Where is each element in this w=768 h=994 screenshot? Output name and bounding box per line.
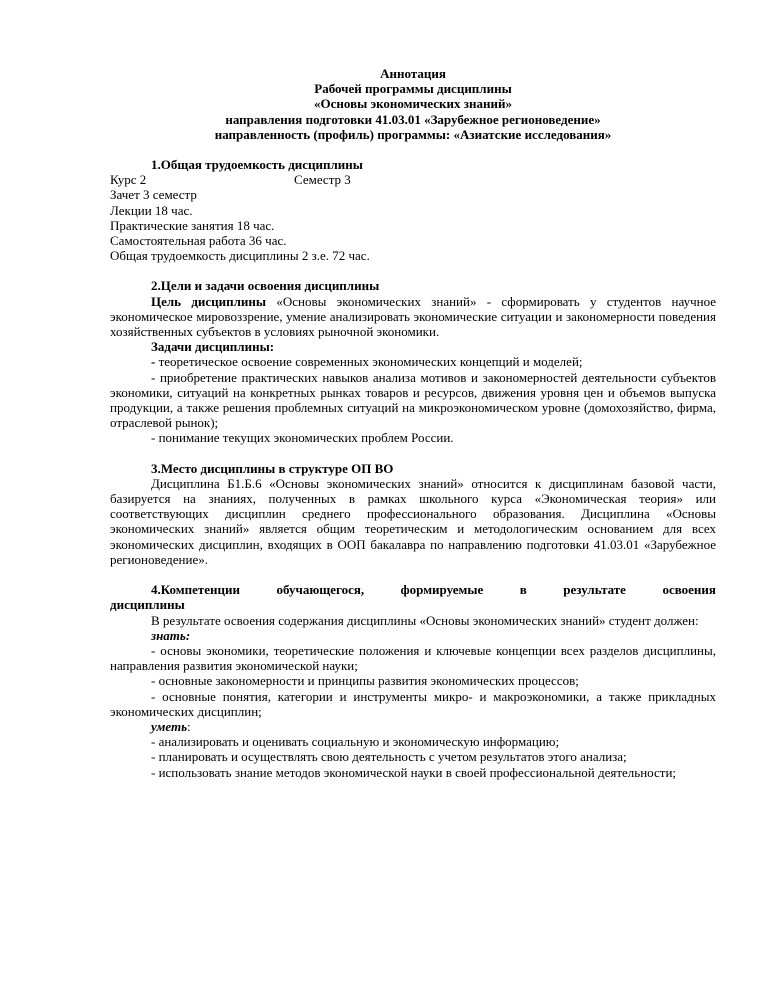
course-semester-row (110, 172, 716, 187)
can-item: - планировать и осуществлять свою деятельность с учетом результатов этого анализа; (151, 749, 627, 765)
goal-label: Цель дисциплины (151, 293, 267, 309)
can-item: - анализировать и оценивать социальную и экономическую информацию; (151, 734, 560, 750)
total-workload: Общая трудоемкость дисциплины 2 з.е. 72 час. (110, 248, 370, 264)
selfwork-value: Самостоятельная работа 36 час. (110, 233, 287, 249)
section-competencies (110, 582, 716, 780)
credit-value: Зачет 3 семестр (110, 187, 197, 203)
header-discipline: «Основы экономических знаний» (314, 96, 512, 112)
header-profile: направленность (профиль) программы: «Азиатские исследования» (214, 126, 612, 142)
place-paragraph: Дисциплина Б1.Б.6 «Основы экономических знаний» относится к дисциплинам базовой части, базируется на знаниях, полученных в рамках школьного курса «Экономическая теория» или соответствующих дисциплин среднего профессионального образования. Дисциплина «Основы экономических знаний» является общим теоретическим и методологическим основанием для всех экономических дисциплин, входящих в ООП бакалавра по направлению подготовки 41.03.01 «Зарубежное регионоведение». (110, 475, 716, 567)
can-label: уметь (151, 718, 188, 734)
can-item: - использовать знание методов экономической науки в своей профессиональной деятельности; (151, 764, 677, 780)
lectures-value: Лекции 18 час. (110, 202, 193, 218)
goal-text: «Основы экономических знаний» - сформировать у студентов научное экономическое мировоззрение, умение анализировать экономические ситуации и закономерности поведения хозяйственных субъектов в условиях рыночной экономики. (110, 293, 716, 340)
tasks-label: Задачи дисциплины: (151, 339, 275, 355)
competencies-intro: В результате освоения содержания дисциплины «Основы экономических знаний» студент должен: (151, 612, 699, 628)
section-1-title: 1.Общая трудоемкость дисциплины (151, 157, 363, 173)
course-value: Курс 2 (110, 172, 147, 188)
know-label: знать: (151, 627, 191, 643)
goal-paragraph (110, 294, 716, 340)
annotation-header (110, 66, 716, 142)
section-3-title: 3.Место дисциплины в структуре ОП ВО (151, 460, 394, 476)
can-label-line: уметь: (151, 718, 191, 734)
task-item: - понимание текущих экономических проблем России. (151, 430, 454, 446)
document-content (110, 66, 716, 780)
practice-value: Практические занятия 18 час. (110, 217, 275, 233)
header-title: Аннотация (380, 66, 446, 81)
task-item: - приобретение практических навыков анализа мотивов и закономерностей деятельности субъектов экономики, ситуаций на конкретных рынках товаров и ресурсов, движения уровня цен и объемов выпуска продукции, а также решения проблемных ситуаций на микроэкономическом уровне (домохозяйство, фирма, отраслевой рынок); (110, 369, 716, 431)
know-item: - основные понятия, категории и инструменты микро- и макроэкономики, а также прикладных экономических дисциплин; (110, 688, 716, 719)
section-4-title: 4.Компетенции обучающегося, формируемые в результате освоения (151, 582, 716, 598)
section-2-title: 2.Цели и задачи освоения дисциплины (151, 278, 380, 294)
section-place (110, 461, 716, 567)
header-direction: направления подготовки 41.03.01 «Зарубежное регионоведение» (225, 111, 601, 127)
section-goals (110, 278, 716, 445)
header-program: Рабочей программы дисциплины (314, 81, 512, 97)
know-item: - основные закономерности и принципы развития экономических процессов; (151, 673, 579, 689)
know-item: - основы экономики, теоретические положения и ключевые концепции всех разделов дисциплины, направления развития экономической науки; (110, 642, 716, 674)
semester-value: Семестр 3 (294, 172, 351, 188)
section-4-title-cont: дисциплины (110, 597, 185, 613)
task-item: - теоретическое освоение современных экономических концепций и моделей; (151, 354, 583, 370)
section-workload (110, 157, 716, 263)
